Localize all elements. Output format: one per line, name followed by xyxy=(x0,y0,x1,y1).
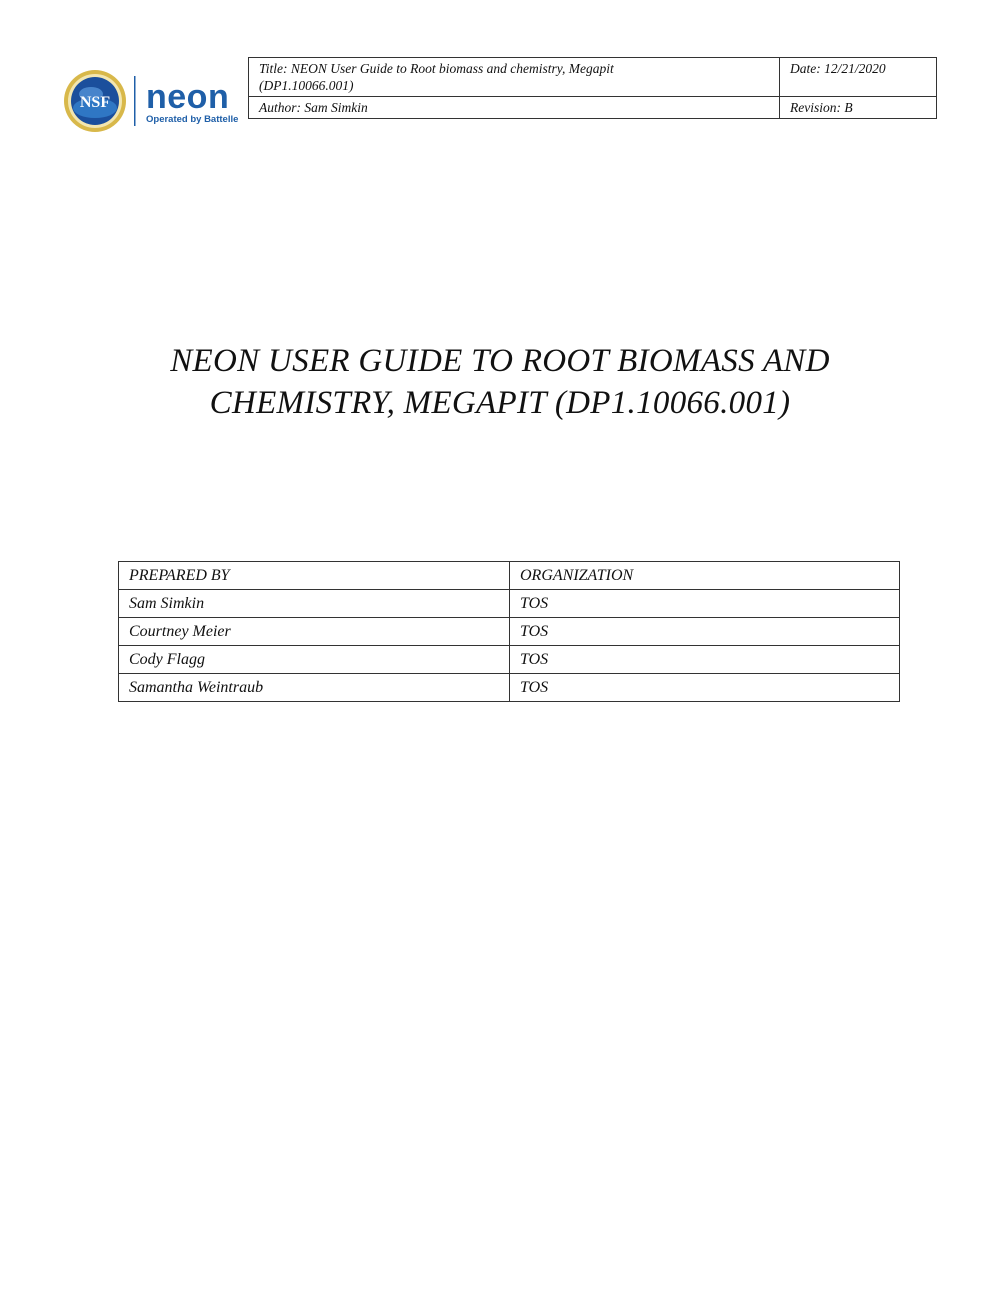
neon-wordmark: neon xyxy=(146,78,230,116)
document-title xyxy=(100,340,900,424)
header-revision-cell: Revision: B xyxy=(780,97,937,119)
svg-text:NSF: NSF xyxy=(79,94,111,111)
table-row xyxy=(119,674,900,702)
header-row xyxy=(249,97,937,119)
table-header-row xyxy=(119,562,900,590)
header-title-line2: (DP1.10066.001) xyxy=(259,78,354,93)
document-header-table xyxy=(248,57,937,119)
header-date-cell: Date: 12/21/2020 xyxy=(780,58,937,97)
table-row xyxy=(119,590,900,618)
prepared-by-table xyxy=(118,561,900,702)
logo-graphic xyxy=(62,68,242,134)
header-row xyxy=(249,58,937,97)
preparer-name: Samantha Weintraub xyxy=(119,674,510,702)
table-row xyxy=(119,618,900,646)
table-row xyxy=(119,646,900,674)
header-title-line1: Title: NEON User Guide to Root biomass and chemistry, Megapit xyxy=(259,61,614,76)
column-header-organization: ORGANIZATION xyxy=(510,562,900,590)
header-title-cell xyxy=(249,58,780,97)
preparer-organization: TOS xyxy=(510,618,900,646)
header-author-cell: Author: Sam Simkin xyxy=(249,97,780,119)
logo-tagline: Operated by Battelle xyxy=(146,114,239,125)
preparer-organization: TOS xyxy=(510,590,900,618)
preparer-name: Cody Flagg xyxy=(119,646,510,674)
preparer-organization: TOS xyxy=(510,674,900,702)
neon-nsf-logo xyxy=(62,68,242,134)
column-header-prepared-by: PREPARED BY xyxy=(119,562,510,590)
document-title-line2: CHEMISTRY, MEGAPIT (DP1.10066.001) xyxy=(209,385,791,421)
preparer-name: Courtney Meier xyxy=(119,618,510,646)
logo-divider xyxy=(134,76,136,126)
nsf-seal-icon xyxy=(64,70,126,132)
preparer-name: Sam Simkin xyxy=(119,590,510,618)
document-title-line1: NEON USER GUIDE TO ROOT BIOMASS AND xyxy=(170,343,830,379)
preparer-organization: TOS xyxy=(510,646,900,674)
